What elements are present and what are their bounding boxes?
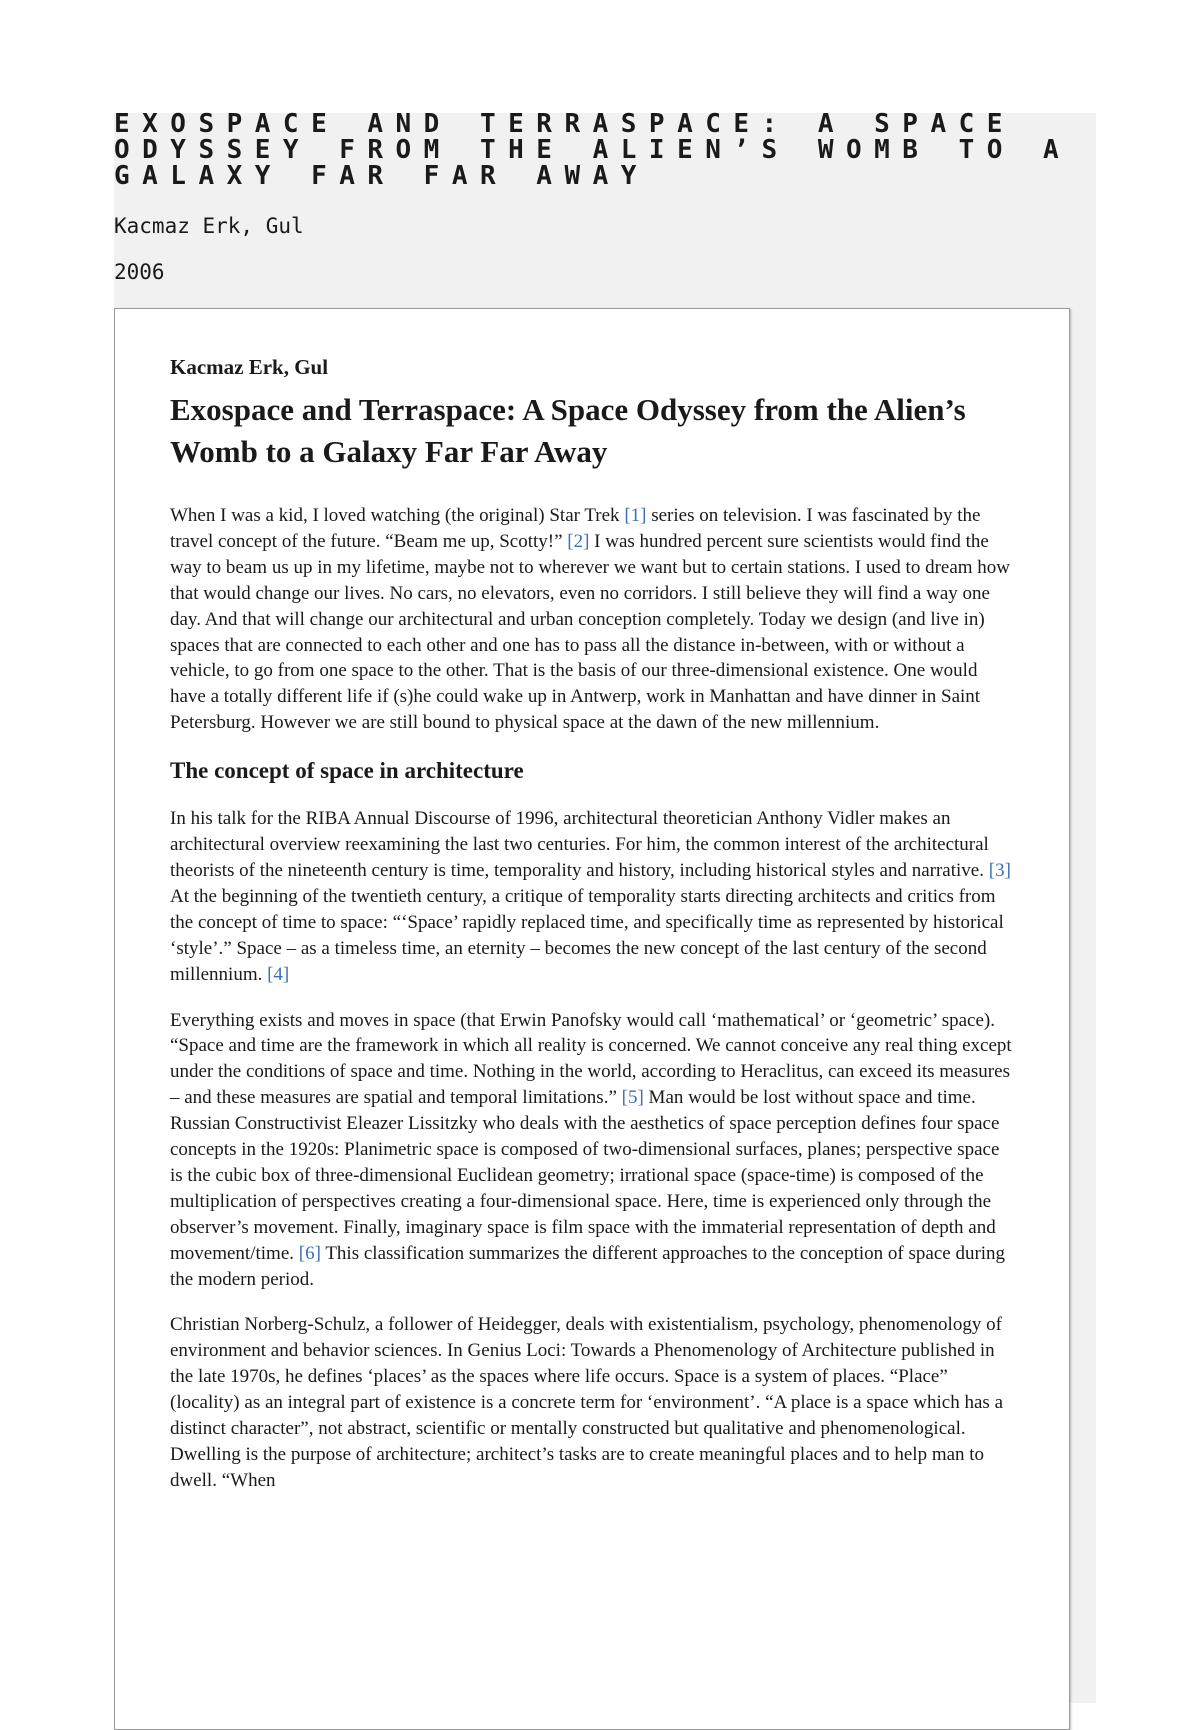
header-author: Kacmaz Erk, Gul	[114, 214, 304, 238]
paragraph-text: Man would be lost without space and time. Russian Constructivist Eleazer Lissitzky who deals with the aesthetics of space perception defines four space concepts in the 1920s: Planimetric space is composed of two-dimensional surfaces, planes; perspective space is the cubic box of three-dimensional Euclidean geometry; irrational space (space-time) is composed of the multiplication of perspectives creating a four-dimensional space. Here, time is experienced only through the observer’s movement. Finally, imaginary space is film space with the immaterial representation of depth and movement/time.	[170, 1087, 1000, 1264]
paragraph-text: Christian Norberg-Schulz, a follower of Heidegger, deals with existentialism, psychology, phenomenology of environment and behavior sciences. In Genius Loci: Towards a Phenomenology of Architecture published in the late 1970s, he defines ‘places’ as the spaces where life occurs. Space is a system of places. “Place” (locality) as an integral part of existence is a concrete term for ‘environment’. “A place is a space which has a distinct character”, not abstract, scientific or mentally constructed but qualitative and phenomenological. Dwelling is the purpose of architecture; architect’s tasks are to create meaningful places and to help man to dwell. “When	[170, 1314, 1004, 1491]
paragraph-text: In his talk for the RIBA Annual Discourse of 1996, architectural theoretician Anthony Vidler makes an architectural overview reexamining the last two centuries. For him, the common interest of the architectural theorists of the nineteenth century is time, temporality and history, including historical styles and narrative.	[170, 808, 989, 881]
article-container	[114, 308, 1070, 1730]
paragraph-text: I was hundred percent sure scientists would find the way to beam us up in my lifetime, maybe not to wherever we want but to certain stations. I used to dream how that would change our lives. No cars, no elevators, even no corridors. I still believe they will find a way one day. And that will change our architectural and urban conception completely. Today we design (and live in) spaces that are connected to each other and one has to pass all the distance in-between, with or without a vehicle, to go from one space to the other. That is the basis of our three-dimensional existence. One would have a totally different life if (s)he could wake up in Antwerp, work in Manhattan and have dinner in Saint Petersburg. However we are still bound to physical space at the dawn of the new millennium.	[170, 530, 1011, 734]
footnote-link-6[interactable]: [6]	[298, 1242, 321, 1264]
header-title: EXOSPACE AND TERRASPACE: A SPACE ODYSSEY FROM THE ALIEN’S WOMB TO A GALAXY FAR FAR AWAY	[114, 109, 1072, 191]
footnote-link-5[interactable]: [5]	[621, 1087, 644, 1109]
footnote-link-4[interactable]: [4]	[267, 963, 290, 985]
paragraph-panofsky	[170, 1008, 1016, 1293]
paragraph-intro	[170, 503, 1016, 736]
footnote-link-2[interactable]: [2]	[567, 530, 590, 552]
paragraph-vidler	[170, 806, 1016, 987]
paragraph-text: Everything exists and moves in space (that Erwin Panofsky would call ‘mathematical’ or ‘geometric’ space). “Space and time are the framework in which all reality is concerned. We cannot conceive any real thing except under the conditions of space and time. Nothing in the world, according to Heraclitus, can exceed its measures – and these measures are spatial and temporal limitations.”	[170, 1009, 1012, 1109]
footnote-link-3[interactable]: [3]	[988, 859, 1011, 881]
section-heading: The concept of space in architecture	[170, 758, 524, 784]
paragraph-text: series on television. I was fascinated by the travel concept of the future. “Beam me up, Scotty!”	[170, 505, 981, 552]
article-title: Exospace and Terraspace: A Space Odyssey from the Alien’s Womb to a Galaxy Far Far Away	[170, 392, 966, 469]
paragraph-text: This classification summarizes the different approaches to the conception of space during the modern period.	[170, 1242, 1006, 1290]
footnote-link-1[interactable]: [1]	[624, 505, 647, 526]
paragraph-text: When I was a kid, I loved watching (the original) Star Trek	[170, 505, 625, 526]
article-body	[170, 353, 1016, 1514]
paragraph-text: At the beginning of the twentieth century, a critique of temporality starts directing architects and critics from the concept of time to space: “‘Space’ rapidly replaced time, and specifically time as represented by historical ‘style’.” Space – as a timeless time, an eternity – becomes the new concept of the last century of the second millennium.	[170, 885, 1004, 985]
paragraph-norberg-schulz	[170, 1312, 1016, 1493]
article-author: Kacmaz Erk, Gul	[170, 355, 329, 379]
header-year: 2006	[114, 260, 165, 284]
